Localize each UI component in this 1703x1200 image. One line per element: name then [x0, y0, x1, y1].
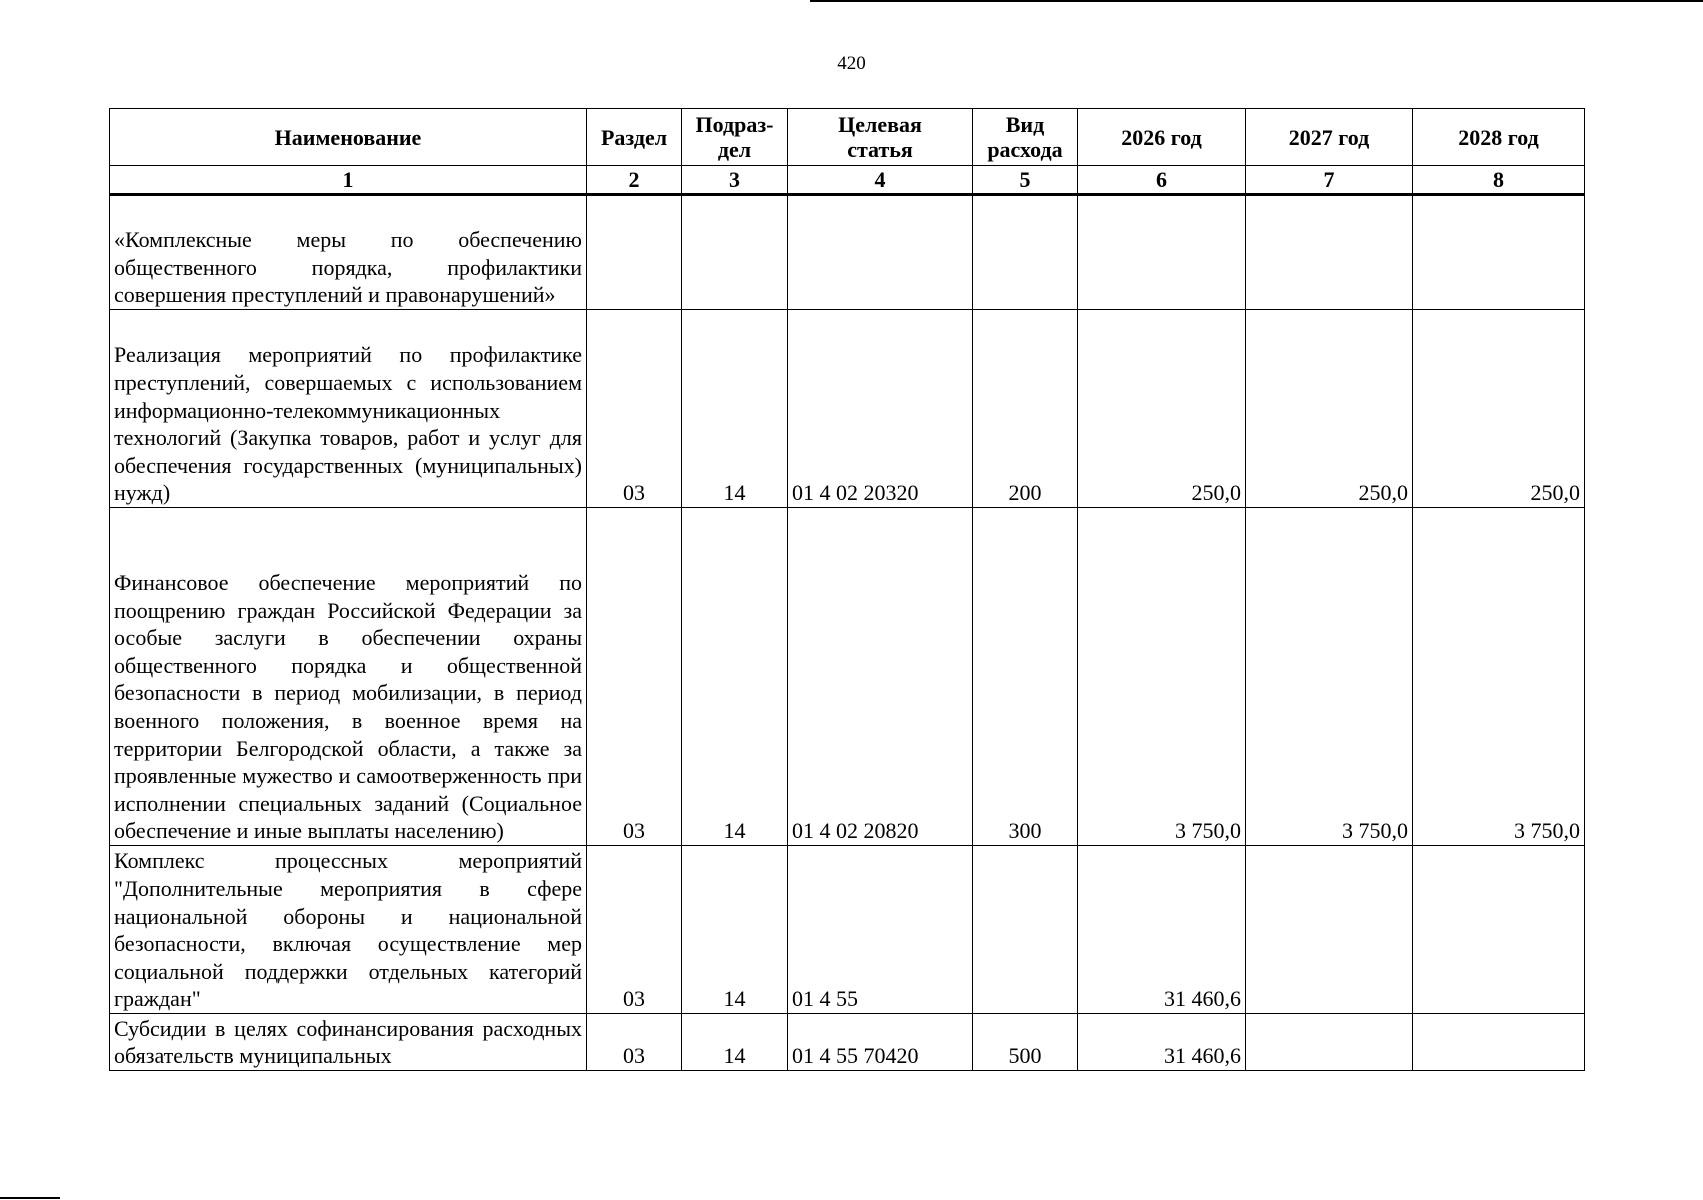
row-subsection: 14	[682, 846, 788, 1014]
column-number: 7	[1246, 166, 1413, 195]
table-row	[110, 508, 1585, 846]
row-subsection: 14	[682, 508, 788, 846]
row-2028: 3 750,0	[1413, 508, 1585, 846]
row-2027: 250,0	[1246, 310, 1413, 508]
header-name: Наименование	[110, 109, 587, 166]
table-row	[110, 195, 1585, 310]
header-2028: 2028 год	[1413, 109, 1585, 166]
header-section: Раздел	[587, 109, 682, 166]
row-expense-type: 300	[973, 508, 1078, 846]
page-number: 420	[837, 53, 866, 74]
row-2026: 3 750,0	[1078, 508, 1246, 846]
row-section	[587, 195, 682, 310]
column-number: 8	[1413, 166, 1585, 195]
row-2026: 250,0	[1078, 310, 1246, 508]
header-expense-type: Вид расхода	[973, 109, 1078, 166]
column-number: 2	[587, 166, 682, 195]
row-target	[788, 195, 973, 310]
table-row	[110, 310, 1585, 508]
row-name: Реализация мероприятий по профилактике преступлений, совершаемых с использованием информационно-телекоммуникационных технологий (Закупка товаров, работ и услуг для обеспечения государственных (муниципальных) нужд)	[110, 310, 587, 508]
column-number: 6	[1078, 166, 1246, 195]
row-section: 03	[587, 508, 682, 846]
header-row	[110, 109, 1585, 166]
row-expense-type	[973, 195, 1078, 310]
row-expense-type	[973, 846, 1078, 1014]
row-2028	[1413, 846, 1585, 1014]
row-2028	[1413, 195, 1585, 310]
row-expense-type: 200	[973, 310, 1078, 508]
row-2027	[1246, 846, 1413, 1014]
column-number: 5	[973, 166, 1078, 195]
row-subsection	[682, 195, 788, 310]
column-number: 4	[788, 166, 973, 195]
row-target: 01 4 55	[788, 846, 973, 1014]
header-subsection: Подраз- дел	[682, 109, 788, 166]
row-section: 03	[587, 846, 682, 1014]
row-subsection: 14	[682, 1014, 788, 1071]
row-2026: 31 460,6	[1078, 846, 1246, 1014]
column-number: 1	[110, 166, 587, 195]
row-name: Финансовое обеспечение мероприятий по поощрению граждан Российской Федерации за особые заслуги в обеспечении охраны общественного порядка и общественной безопасности в период мобилизации, в период военного положения, в военное время на территории Белгородской области, а также за проявленные мужество и самоотверженность при исполнении специальных заданий (Социальное обеспечение и иные выплаты населению)	[110, 508, 587, 846]
scan-border-line	[810, 0, 1703, 2]
row-name: Комплекс процессных мероприятий "Дополнительные мероприятия в сфере национальной обороны и национальной безопасности, включая осуществление мер социальной поддержки отдельных категорий граждан"	[110, 846, 587, 1014]
scan-border-line	[0, 1197, 60, 1199]
row-subsection: 14	[682, 310, 788, 508]
row-2026: 31 460,6	[1078, 1014, 1246, 1071]
table-row	[110, 846, 1585, 1014]
header-target: Целевая статья	[788, 109, 973, 166]
column-number: 3	[682, 166, 788, 195]
row-2027	[1246, 195, 1413, 310]
row-target: 01 4 02 20820	[788, 508, 973, 846]
row-expense-type: 500	[973, 1014, 1078, 1071]
row-name: «Комплексные меры по обеспечению общественного порядка, профилактики совершения преступлений и правонарушений»	[110, 195, 587, 310]
row-name: Субсидии в целях софинансирования расходных обязательств муниципальных	[110, 1014, 587, 1071]
row-2028	[1413, 1014, 1585, 1071]
budget-table	[109, 108, 1585, 1071]
row-2026	[1078, 195, 1246, 310]
header-2027: 2027 год	[1246, 109, 1413, 166]
column-number-row	[110, 166, 1585, 195]
header-2026: 2026 год	[1078, 109, 1246, 166]
row-section: 03	[587, 1014, 682, 1071]
row-2027: 3 750,0	[1246, 508, 1413, 846]
table-row	[110, 1014, 1585, 1071]
row-target: 01 4 55 70420	[788, 1014, 973, 1071]
row-target: 01 4 02 20320	[788, 310, 973, 508]
row-section: 03	[587, 310, 682, 508]
row-2028: 250,0	[1413, 310, 1585, 508]
row-2027	[1246, 1014, 1413, 1071]
